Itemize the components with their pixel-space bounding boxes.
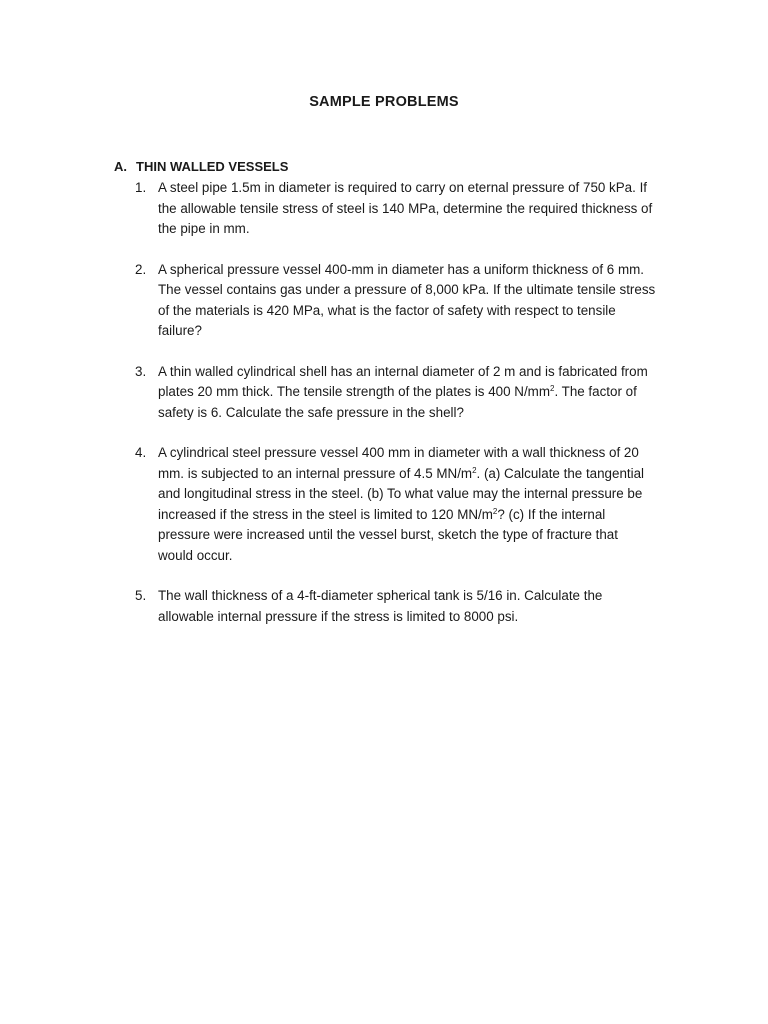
- text-segment: . The factor of: [554, 384, 637, 399]
- problem-text-line: of the materials is 420 MPa, what is the factor of safety with respect to tensile: [158, 302, 616, 318]
- problem-text-line: allowable internal pressure if the stress is limited to 8000 psi.: [158, 608, 519, 624]
- problem-text-line: the allowable tensile stress of steel is 140 MPa, determine the required thickness of: [158, 200, 653, 216]
- problem-text-line: A spherical pressure vessel 400-mm in diameter has a uniform thickness of 6 mm.: [158, 261, 644, 277]
- problem-text-line: pressure were increased until the vessel burst, sketch the type of fracture that: [158, 527, 618, 542]
- problem-text-line: and longitudinal stress in the steel. (b) To what value may the internal pressure be: [158, 486, 643, 501]
- problem-text-line: The wall thickness of a 4-ft-diameter spherical tank is 5/16 in. Calculate the: [158, 588, 603, 603]
- problem-number: 1.: [135, 180, 147, 195]
- problem-number: 5.: [135, 588, 147, 603]
- problem-text-line: safety is 6. Calculate the safe pressure in the shell?: [158, 404, 464, 420]
- problem-item-2: [135, 260, 680, 342]
- section-title: THIN WALLED VESSELS: [136, 159, 289, 174]
- problem-text-line: failure?: [158, 323, 202, 338]
- problem-text-line-with-superscript: [158, 382, 680, 403]
- problem-list: [135, 178, 680, 627]
- problem-text-line: A thin walled cylindrical shell has an internal diameter of 2 m and is fabricated from: [158, 363, 648, 379]
- problem-number: 3.: [135, 363, 147, 379]
- page-title: SAMPLE PROBLEMS: [309, 94, 459, 110]
- problem-item-3: [135, 362, 680, 424]
- problem-item-5: [135, 586, 680, 627]
- problem-text-line: A steel pipe 1.5m in diameter is required to carry on eternal pressure of 750 kPa. If: [158, 180, 648, 195]
- text-segment: mm. is subjected to an internal pressure of 4.5 MN/m: [158, 465, 473, 481]
- problem-item-1: [135, 178, 680, 240]
- section-letter: A.: [114, 159, 127, 174]
- problem-text-line: The vessel contains gas under a pressure of 8,000 kPa. If the ultimate tensile stress: [158, 282, 656, 297]
- text-segment: plates 20 mm thick. The tensile strength of the plates is 400 N/mm: [158, 384, 550, 399]
- superscript: 2: [549, 384, 555, 393]
- problem-text-line: the pipe in mm.: [158, 221, 250, 236]
- problem-item-4: [135, 443, 680, 566]
- text-segment: ? (c) If the internal: [497, 506, 606, 522]
- text-segment: . (a) Calculate the tangential: [476, 465, 645, 481]
- problem-text-line-with-superscript: [158, 505, 680, 526]
- problem-number: 2.: [135, 261, 147, 277]
- text-segment: increased if the stress in the steel is limited to 120 MN/m: [158, 506, 493, 522]
- superscript: 2: [492, 506, 498, 516]
- problem-number: 4.: [135, 445, 147, 460]
- problem-text-line: would occur.: [158, 547, 233, 563]
- superscript: 2: [472, 465, 477, 475]
- section-heading: [114, 159, 288, 174]
- problem-text-line-with-superscript: [158, 464, 680, 485]
- problem-text-line: A cylindrical steel pressure vessel 400 mm in diameter with a wall thickness of 20: [158, 445, 639, 460]
